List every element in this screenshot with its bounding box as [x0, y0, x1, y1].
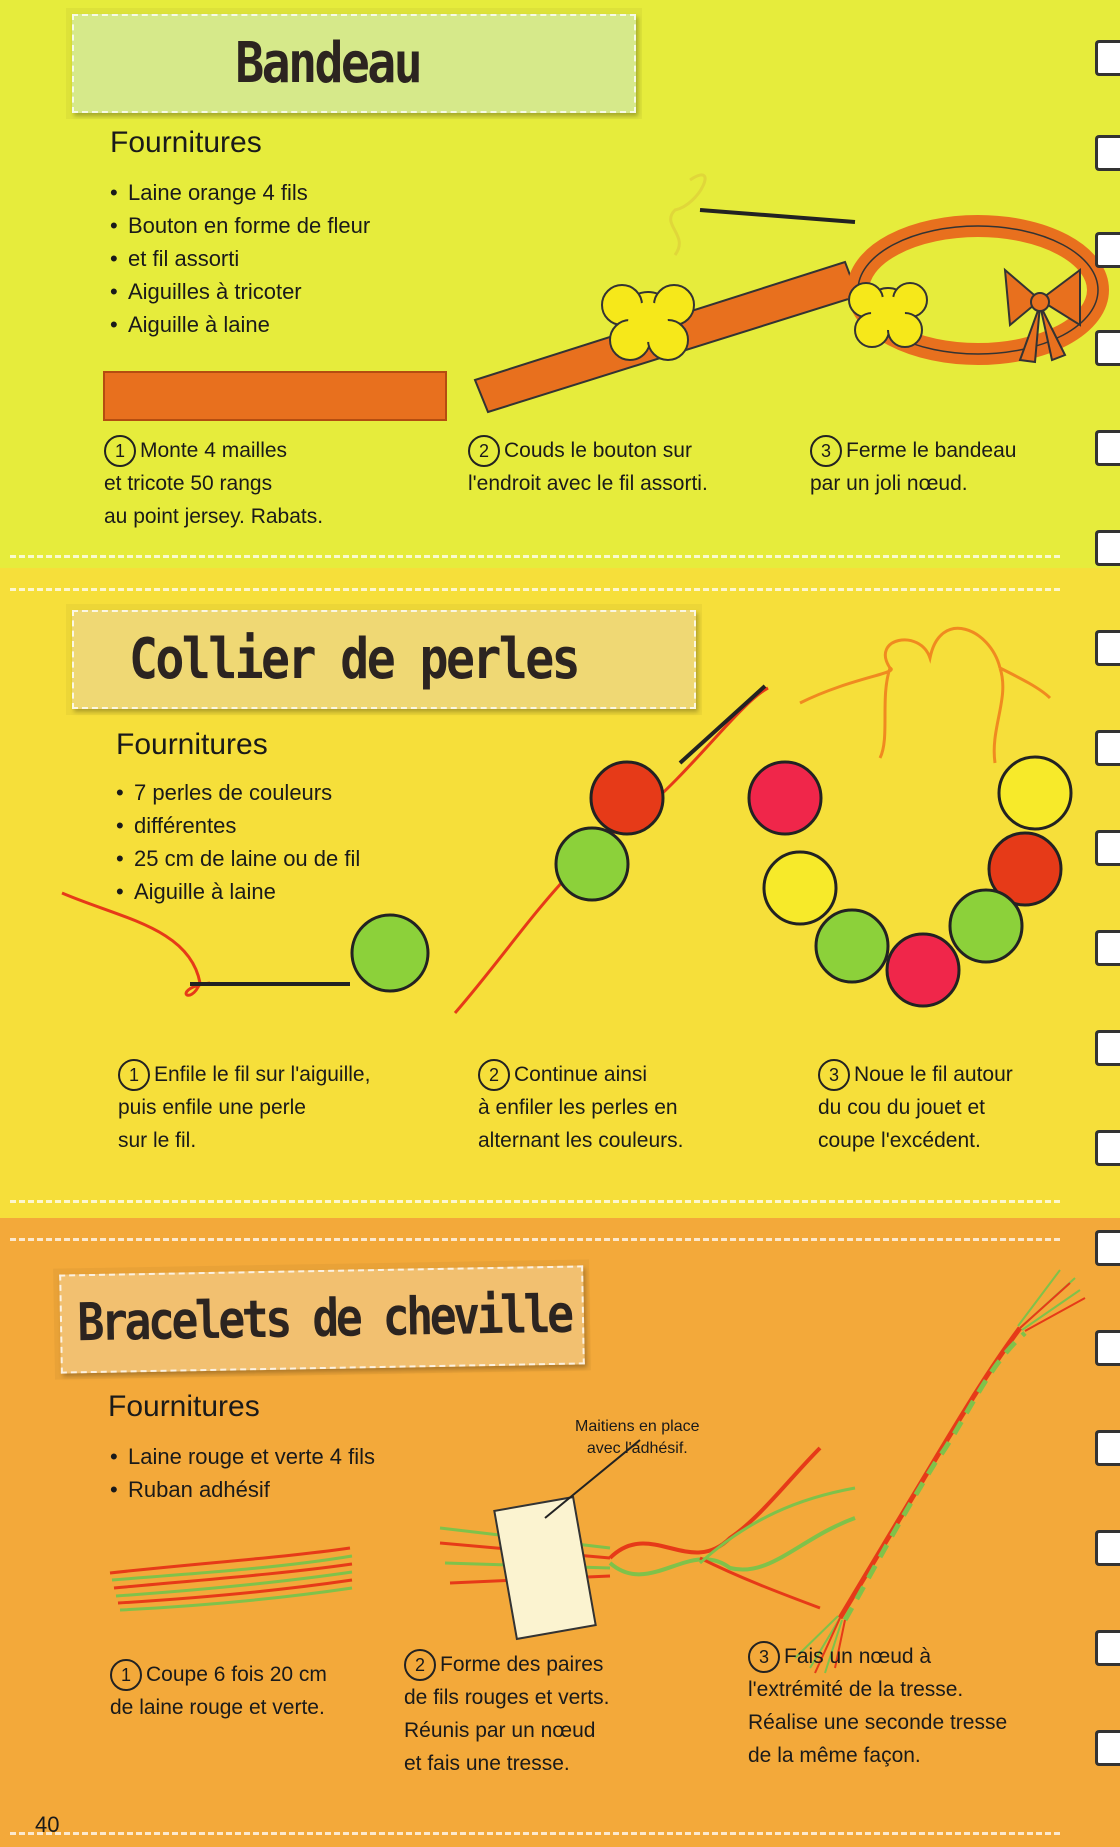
spiral-ring [1095, 830, 1120, 866]
supply-item: • 7 perles de couleurs [112, 776, 360, 809]
supplies-heading: Fournitures [110, 126, 262, 159]
supply-item: • Bouton en forme de fleur [106, 209, 370, 242]
spiral-ring [1095, 1630, 1120, 1666]
tape-note: Maitiens en place avec l'adhésif. [575, 1418, 700, 1457]
thread [62, 893, 210, 995]
bead-green [556, 828, 628, 900]
note-pointer [545, 1440, 640, 1518]
spiral-ring [1095, 330, 1120, 366]
step-number: 1 [118, 1059, 150, 1091]
spiral-ring [1095, 1330, 1120, 1366]
step-1: 1 Coupe 6 fois 20 cm de laine rouge et verte. [110, 1658, 327, 1724]
spiral-ring [1095, 1230, 1120, 1266]
bead-yellow [999, 757, 1071, 829]
step-3: 3 Noue le fil autour du cou du jouet et coupe l'excédent. [818, 1058, 1013, 1157]
spiral-ring [1095, 730, 1120, 766]
spiral-ring [1095, 930, 1120, 966]
thread [671, 175, 705, 255]
section-title: Bandeau [235, 31, 421, 96]
spiral-ring [1095, 1130, 1120, 1166]
yarn-strands [110, 1548, 352, 1610]
step-number: 3 [818, 1059, 850, 1091]
flower-icon [602, 285, 694, 360]
section-title: Collier de perles [128, 627, 579, 692]
supply-item-cont: • et fil assorti [106, 242, 370, 275]
bead-green [950, 890, 1022, 962]
bead-pink [749, 762, 821, 834]
spiral-ring [1095, 135, 1120, 171]
step-number: 1 [110, 1659, 142, 1691]
step-1: 1 Enfile le fil sur l'aiguille, puis enfile une perle sur le fil. [118, 1058, 370, 1157]
step-number: 3 [810, 435, 842, 467]
step-1: 1 Monte 4 mailles et tricote 50 rangs au point jersey. Rabats. [104, 434, 323, 533]
step-2: 2 Forme des paires de fils rouges et verts. Réunis par un nœud et fais une tresse. [404, 1648, 609, 1780]
supply-item: • Aiguilles à tricoter [106, 275, 370, 308]
needle [680, 686, 765, 763]
bead-green [816, 910, 888, 982]
knitted-band [104, 372, 446, 420]
page-number: 40 [35, 1812, 60, 1837]
bracelets-section [0, 1218, 1120, 1847]
step-number: 2 [478, 1059, 510, 1091]
supply-item: • Aiguille à laine [106, 308, 370, 341]
needle [700, 210, 855, 222]
supply-item: • Aiguille à laine [112, 875, 360, 908]
bead-red [591, 762, 663, 834]
spiral-ring [1095, 40, 1120, 76]
spiral-ring [1095, 1430, 1120, 1466]
finished-braid [795, 1270, 1085, 1673]
supplies-heading: Fournitures [116, 728, 268, 761]
collier-section [0, 568, 1120, 1218]
bow-icon [885, 628, 1000, 668]
bead-yellow [764, 852, 836, 924]
spiral-ring [1095, 430, 1120, 466]
spiral-ring [1095, 1530, 1120, 1566]
step-number: 2 [404, 1649, 436, 1681]
step-2: 2 Couds le bouton sur l'endroit avec le fil assorti. [468, 434, 708, 500]
supply-item: • Laine rouge et verte 4 fils [106, 1440, 375, 1473]
bead-green [352, 915, 428, 991]
supply-item-cont: • différentes [112, 809, 360, 842]
step-3: 3 Fais un nœud à l'extrémité de la tresse. Réalise une seconde tresse de la même façon. [748, 1640, 1007, 1772]
adhesive-tape [494, 1497, 595, 1639]
spiral-ring [1095, 232, 1120, 268]
spiral-ring [1095, 1030, 1120, 1066]
spiral-ring [1095, 630, 1120, 666]
step-3: 3 Ferme le bandeau par un joli nœud. [810, 434, 1016, 500]
step-2: 2 Continue ainsi à enfiler les perles en alternant les couleurs. [478, 1058, 683, 1157]
section-title: Bracelets de cheville [76, 1284, 572, 1354]
supply-item: • Laine orange 4 fils [106, 176, 370, 209]
spiral-ring [1095, 530, 1120, 566]
spiral-ring [1095, 1730, 1120, 1766]
bead-pink [887, 934, 959, 1006]
flower-icon [849, 283, 927, 347]
step-number: 3 [748, 1641, 780, 1673]
supplies-heading: Fournitures [108, 1390, 260, 1423]
supply-item: • 25 cm de laine ou de fil [112, 842, 360, 875]
bandeau-section [0, 0, 1120, 568]
step-number: 1 [104, 435, 136, 467]
step-number: 2 [468, 435, 500, 467]
supply-item: • Ruban adhésif [106, 1473, 375, 1506]
